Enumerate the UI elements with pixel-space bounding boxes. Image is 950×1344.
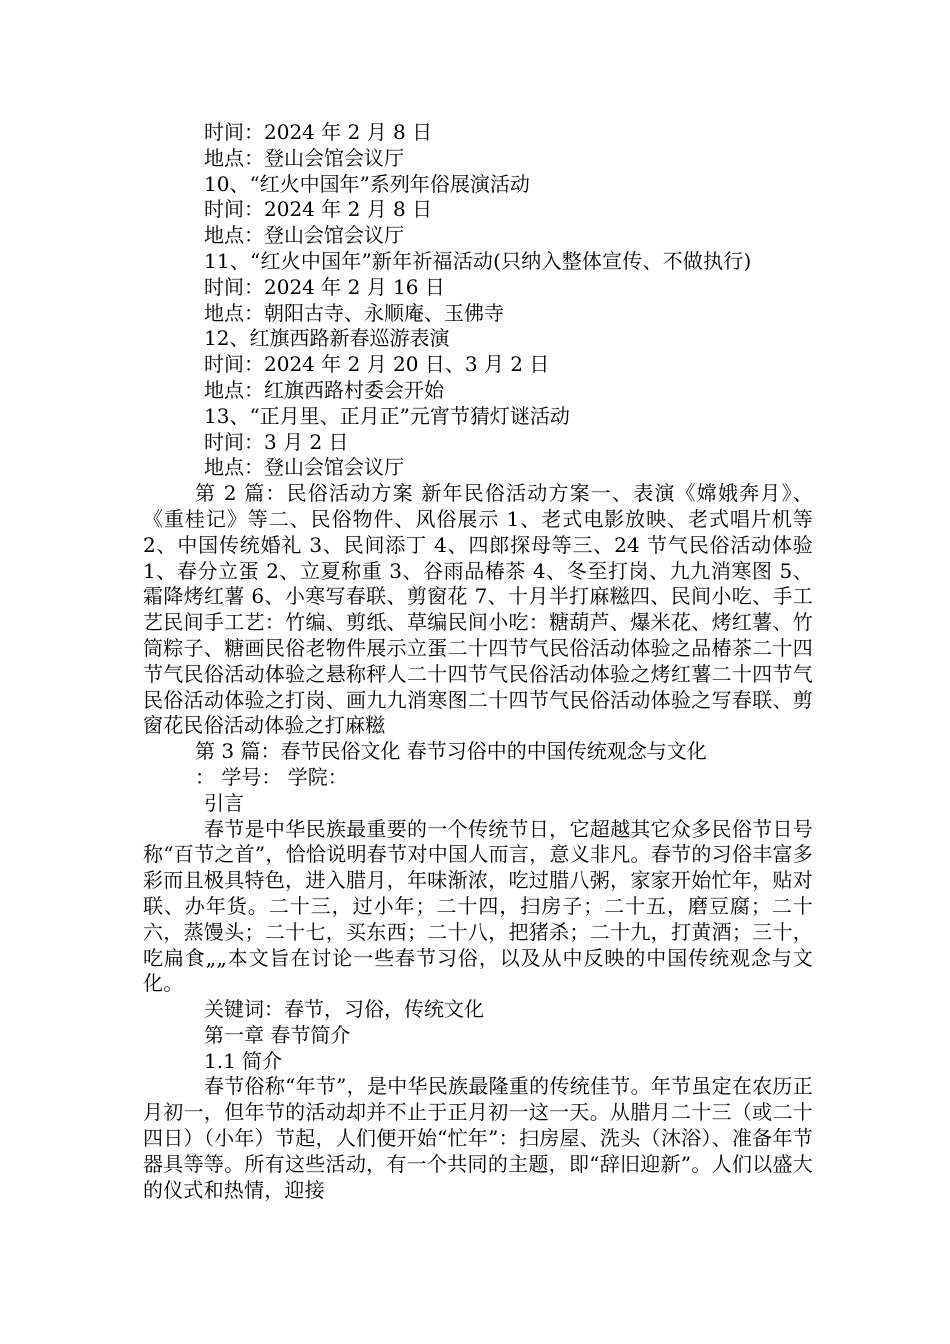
item-11-paragraph: 11、“红火中国年”新年祈福活动(只纳入整体宣传、不做执行)	[204, 248, 752, 273]
keywords-line: 关键词：春节，习俗，传统文化	[204, 997, 484, 1022]
text-line: 时间：2024 年 2 月 16 日	[204, 274, 445, 299]
body-paragraph: 春节俗称“年节”，是中华民族最隆重的传统佳节。年节虽定在农历正月初一，但年节的活动却并不止于正月初一这一天。从腊月二十三（或二十四日）（小年）节起，人们便开始“忙年”：扫房屋、洗头（沐浴）、准备年节器具等等。所有这些活动，有一个共同的主题，即“辞旧迎新”。人们以盛大的仪式和热情，迎接	[143, 1074, 813, 1202]
text-line: 时间：2024 年 2 月 20 日、3 月 2 日	[204, 352, 550, 377]
text-line: 12、红旗西路新春巡游表演	[204, 326, 450, 351]
text-line: 地点：朝阳古寺、永顺庵、玉佛寺	[204, 300, 504, 325]
text-line: 地点：登山会馆会议厅	[204, 223, 404, 248]
section-3-title: 第 3 篇：春节民俗文化 春节习俗中的中国传统观念与文化	[195, 739, 707, 764]
text-line: 10、“红火中国年”系列年俗展演活动	[204, 171, 530, 196]
document-body	[143, 120, 813, 1203]
chapter-1-heading: 第一章 春节简介	[204, 1022, 351, 1047]
text-line: 13、“正月里、正月正”元宵节猜灯谜活动	[204, 403, 570, 428]
section-2-paragraph: 第 2 篇：民俗活动方案 新年民俗活动方案一、表演《嫦娥奔月》、《重桂记》等二、民俗物件、风俗展示 1、老式电影放映、老式唱片机等 2、中国传统婚礼 3、民间添丁 4、四郎探母等三、24 节气民俗活动体验 1、春分立蛋 2、立夏称重 3、谷雨品椿茶 4、冬至打岗、九九消寒图 5、霜降烤红薯 6、小寒写春联、剪窗花 7、十月半打麻糍四、民间小吃、手工艺民间手工艺：竹编、剪纸、草编民间小吃：糖葫芦、爆米花、烤红薯、竹筒粽子、糖画民俗老物件展示立蛋二十四节气民俗活动体验之品椿茶二十四节气民俗活动体验之悬称秤人二十四节气民俗活动体验之烤红薯二十四节气民俗活动体验之打岗、画九九消寒图二十四节气民俗活动体验之写春联、剪窗花民俗活动体验之打麻糍	[143, 481, 813, 738]
text-line: 时间：2024 年 2 月 8 日	[204, 120, 433, 144]
text-line: 时间：2024 年 2 月 8 日	[204, 197, 433, 222]
intro-paragraph: 春节是中华民族最重要的一个传统节日，它超越其它众多民俗节日号称“百节之首”，恰恰说明春节对中国人而言，意义非凡。春节的习俗丰富多彩而且极具特色，进入腊月，年味渐浓，吃过腊八粥，家家开始忙年，贴对联、办年货。二十三，过小年；二十四，扫房子；二十五，磨豆腐；二十六，蒸馒头；二十七，买东西；二十八，把猪杀；二十九，打黄酒；三十，吃扁食„„本文旨在讨论一些春节习俗，以及从中反映的中国传统观念与文化。	[143, 816, 813, 996]
intro-heading: 引言	[204, 790, 244, 815]
text-line: 地点：红旗西路村委会开始	[204, 377, 444, 402]
student-info-line: ： 学号： 学院：	[195, 764, 348, 789]
text-line: 地点：登山会馆会议厅	[204, 145, 404, 170]
section-1-1-heading: 1.1 简介	[204, 1048, 283, 1073]
text-line: 时间：3 月 2 日	[204, 429, 349, 454]
text-line: 地点：登山会馆会议厅	[204, 455, 404, 480]
